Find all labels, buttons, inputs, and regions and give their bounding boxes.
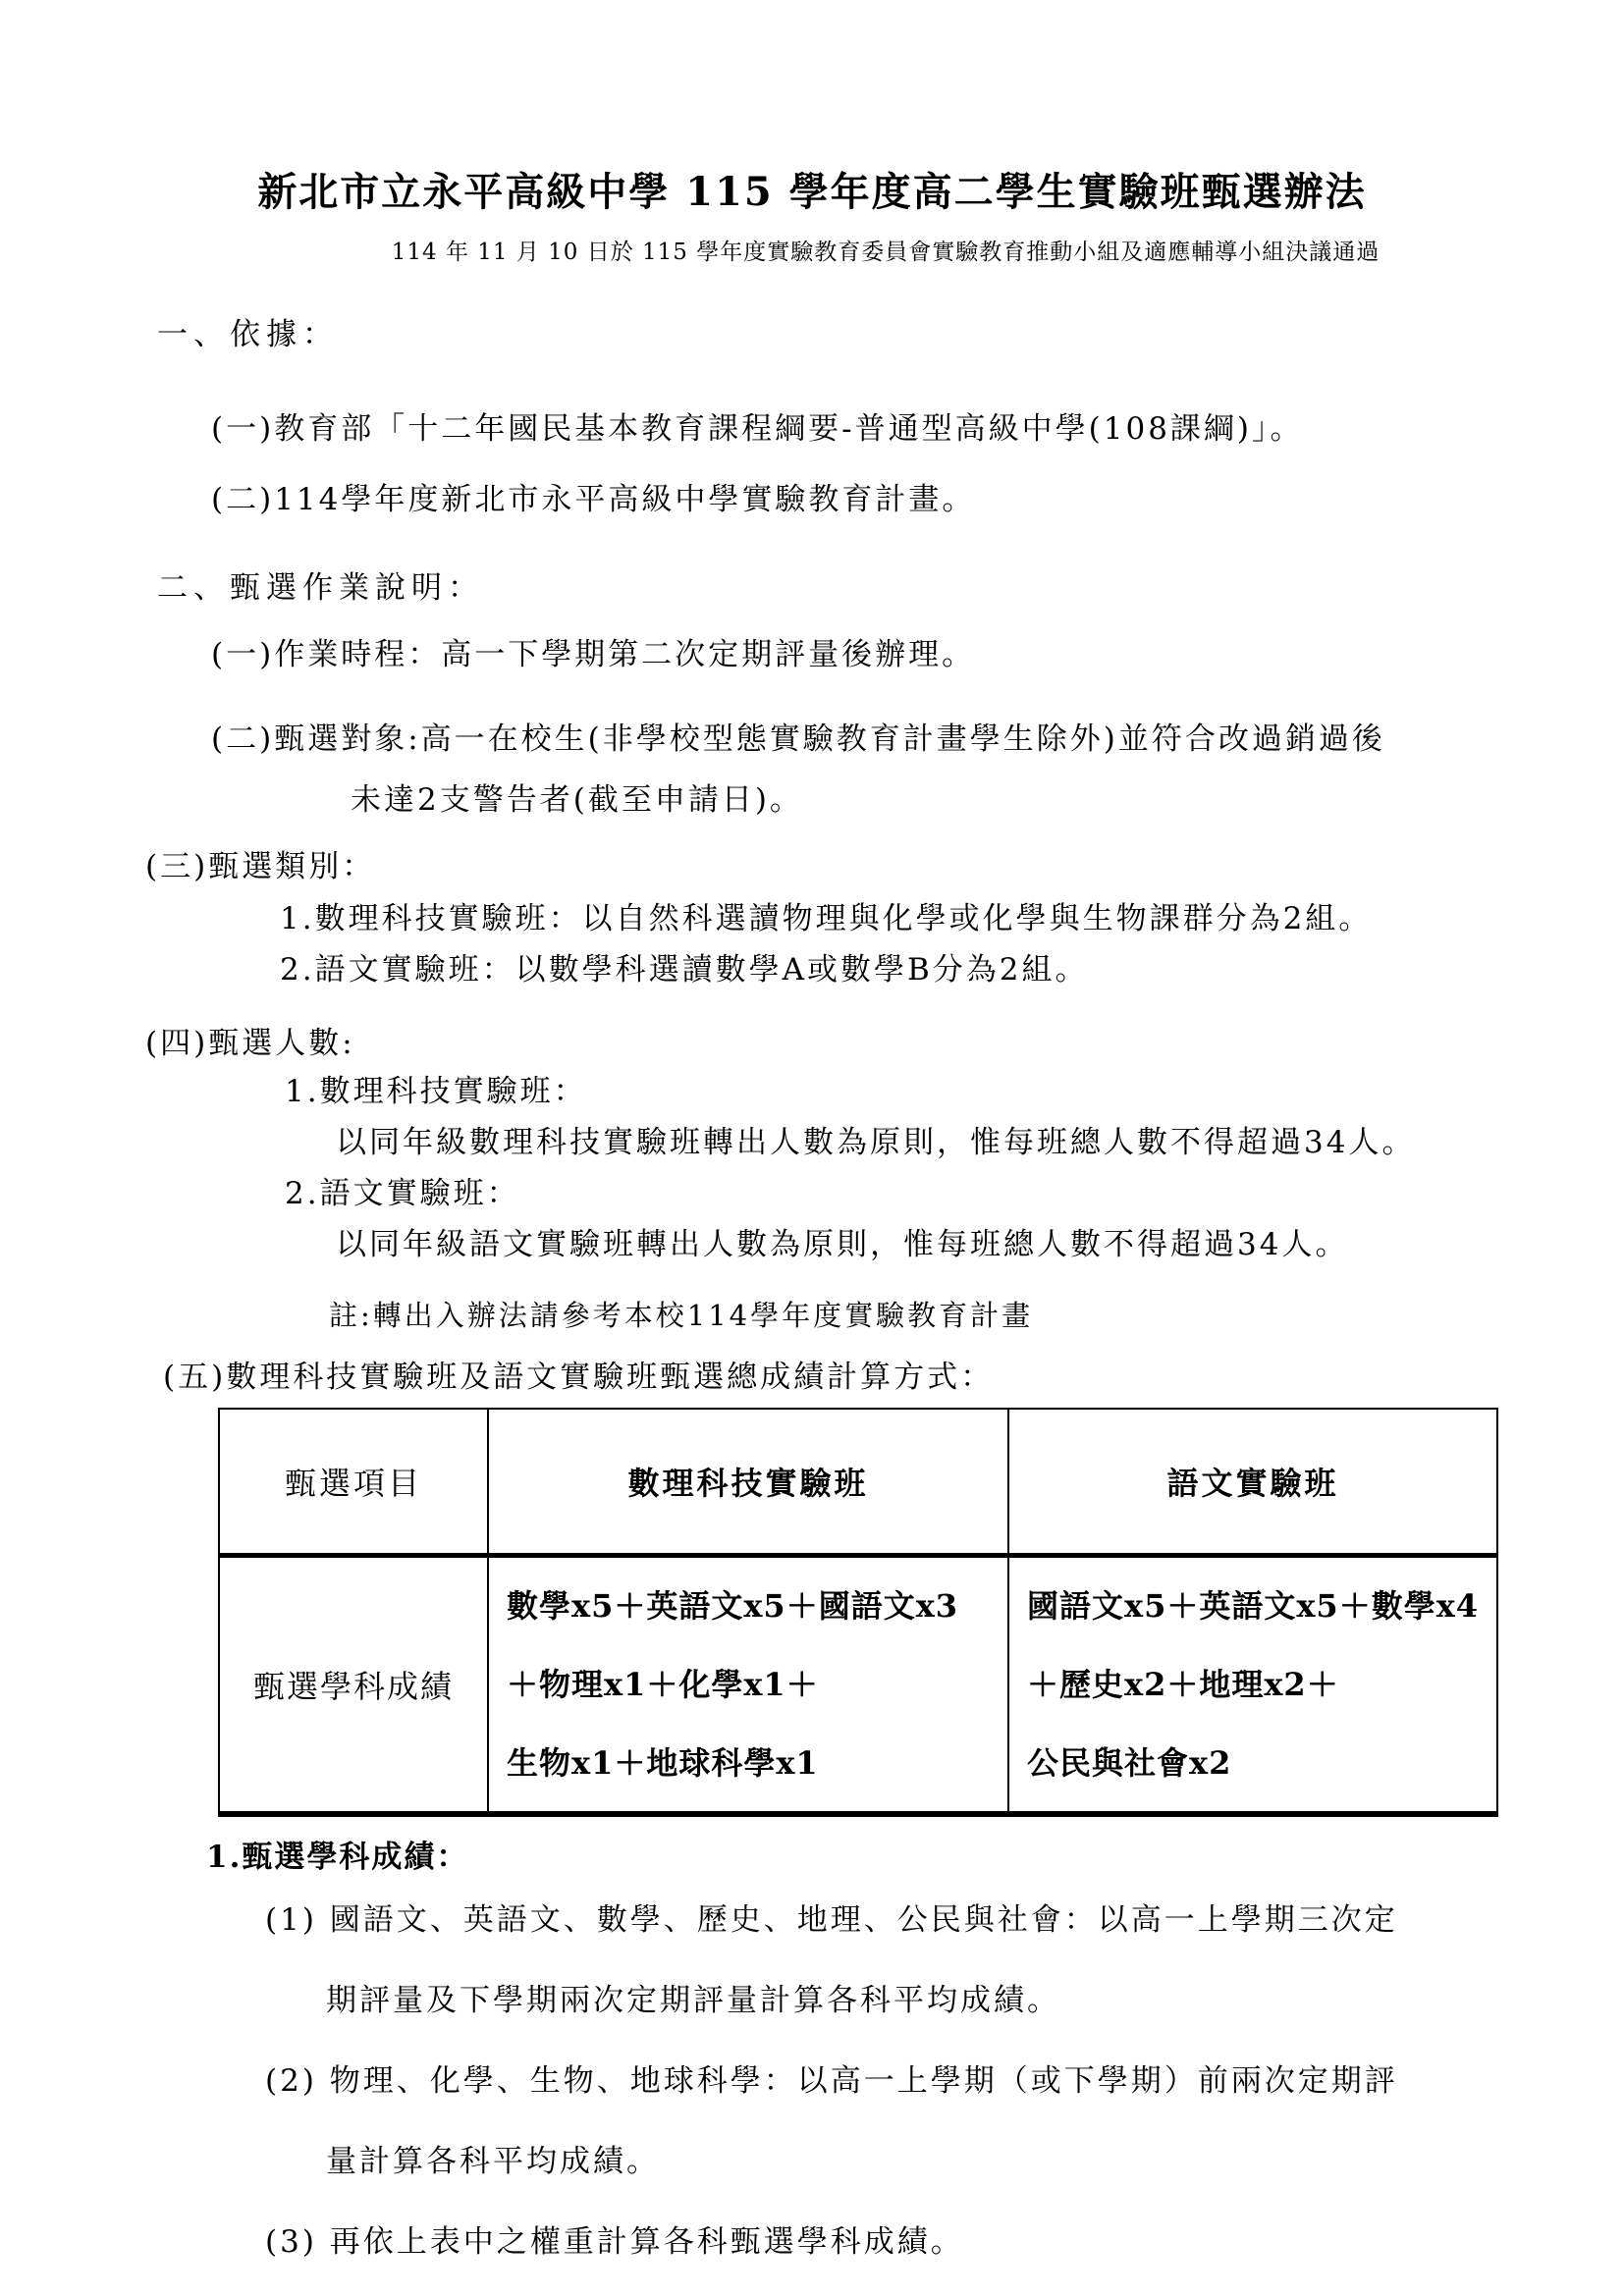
scoring-note3: (3) 再依上表中之權重計算各科甄選學科成績。 [265,2224,964,2260]
science-formula-line1: 數學x5＋英語文x5＋國語文x3 [507,1587,959,1625]
section2-item3-sub2: 2.語文實驗班：以數學科選讀數學A或數學B分為2組。 [280,952,1089,988]
section2-item2-line1: (二)甄選對象:高一在校生(非學校型態實驗教育計畫學生除外)並符合改過銷過後 [211,721,1385,757]
language-formula-line2: ＋歷史x2＋地理x2＋ [1027,1666,1339,1703]
section1-heading: 一、依據： [157,317,339,352]
table-header-row [219,1409,1497,1556]
section2-item4-sub2-text: 以同年級語文實驗班轉出人數為原則，惟每班總人數不得超過34人。 [336,1227,1349,1262]
language-formula-cell [1008,1556,1497,1815]
science-formula-cell [488,1556,1008,1815]
section2-item2-line2: 未達2支警告者(截至申請日)。 [351,782,803,818]
approval-note: 114 年 11 月 10 日於 115 學年度實驗教育委員會實驗教育推動小組及適應輔導小組決議通過 [391,240,1380,265]
section2-item3-sub1: 1.數理科技實驗班：以自然科選讀物理與化學或化學與生物課群分為2組。 [280,901,1373,936]
section2-item1: (一)作業時程：高一下學期第二次定期評量後辦理。 [211,637,976,672]
row-label-subject-score: 甄選學科成績 [219,1556,488,1815]
section2-item5-heading: (五)數理科技實驗班及語文實驗班甄選總成績計算方式： [163,1360,995,1395]
section1-item2: (二)114學年度新北市永平高級中學實驗教育計畫。 [211,482,976,517]
table-row [219,1556,1497,1815]
score-table-header [219,1409,1497,1556]
section2-item4-sub1-label: 1.數理科技實驗班： [285,1074,587,1109]
transfer-note: 註:轉出入辦法請參考本校114學年度實驗教育計畫 [329,1299,1034,1332]
language-formula-line3: 公民與社會x2 [1027,1744,1232,1782]
scoring-note1-line2: 期評量及下學期兩次定期評量計算各科平均成績。 [326,1983,1060,2018]
scoring-note2-line1: (2) 物理、化學、生物、地球科學：以高一上學期（或下學期）前兩次定期評 [265,2063,1398,2099]
header-language-class: 語文實驗班 [1008,1409,1497,1556]
language-formula-line1: 國語文x5＋英語文x5＋數學x4 [1027,1587,1480,1625]
section2-item4-sub2-label: 2.語文實驗班： [285,1176,520,1211]
section2-item4-sub1-text: 以同年級數理科技實驗班轉出人數為原則，惟每班總人數不得超過34人。 [336,1125,1416,1160]
scoring-note1-line1: (1) 國語文、英語文、數學、歷史、地理、公民與社會：以高一上學期三次定 [265,1902,1398,1938]
scoring-note2-line2: 量計算各科平均成績。 [326,2144,660,2179]
section1-item1: (一)教育部「十二年國民基本教育課程綱要-普通型高級中學(108課綱)」。 [211,411,1304,447]
header-selection-item: 甄選項目 [219,1409,488,1556]
section2-item3-heading: (三)甄選類別： [145,849,376,884]
scoring-notes-heading: 1.甄選學科成績： [206,1840,469,1875]
science-formula-line2: ＋物理x1＋化學x1＋ [507,1666,819,1703]
section2-item4-heading: (四)甄選人數: [145,1026,355,1061]
header-science-class: 數理科技實驗班 [488,1409,1008,1556]
page-title: 新北市立永平高級中學 115 學年度高二學生實驗班甄選辦法 [257,169,1367,215]
section2-heading: 二、甄選作業說明： [157,570,484,606]
score-table-body [219,1556,1497,1815]
science-formula-line3: 生物x1＋地球科學x1 [507,1744,819,1782]
score-weight-table [218,1408,1498,1817]
